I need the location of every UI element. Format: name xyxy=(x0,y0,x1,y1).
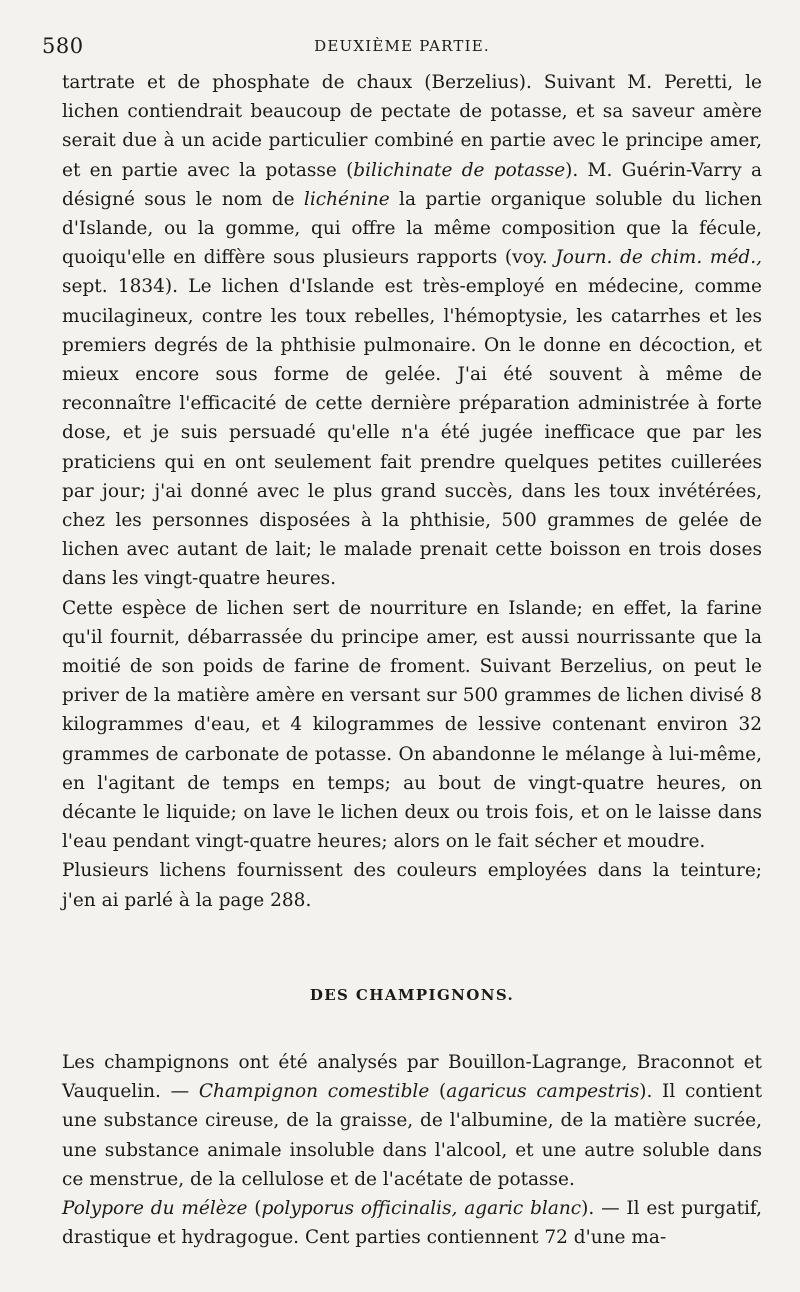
text-run: ( xyxy=(429,1081,447,1103)
italic-text: lichénine xyxy=(303,188,390,210)
page-number: 580 xyxy=(42,34,84,58)
text-run: la partie organique soluble du lichen d'Islande, ou la gomme, qui offre la même composition que la fécule, quoiqu'elle en diffère sous plusieurs rapports (voy. xyxy=(62,188,762,269)
text-run: ). Il contient une substance cireuse, de la graisse, de l'albumine, de la matière sucrée, une substance animale insoluble dans l'alcool, et une autre soluble dans ce menstrue, de la cellulose et de l'acétate de potasse. xyxy=(62,1081,763,1190)
text-run: Cette espèce de lichen sert de nourriture en Islande; en effet, la farine qu'il fournit, débarrassée du principe amer, est aussi nourrissante que la moitié de son poids de farine de froment. Suivant Berzelius, on peut le priver de la matière amère en versant sur 500 grammes de lichen divisé 8 kilogrammes d'eau, et 4 kilogrammes de lessive contenant environ 32 grammes de carbonate de potasse. On abandonne le mélange à lui-même, en l'agitant de temps en temps; au bout de vingt-quatre heures, on décante le liquide; on lave le lichen deux ou trois fois, et on le laisse dans l'eau pendant vingt-quatre heures; alors on le fait sécher et moudre. xyxy=(62,597,762,853)
italic-text: polyporus officinalis, agaric blanc xyxy=(261,1198,582,1220)
paragraph xyxy=(62,856,762,914)
text-run: ( xyxy=(247,1198,262,1220)
paragraph xyxy=(62,68,762,594)
paragraph xyxy=(62,594,762,857)
text-run: sept. 1834). Le lichen d'Islande est très-employé en médecine, comme mucilagineux, contre les toux rebelles, l'hémoptysie, les catarrhes et les premiers degrés de la phthisie pulmonaire. On le donne en décoction, et mieux encore sous forme de gelée. J'ai été souvent à même de reconnaître l'efficacité de cette dernière préparation administrée à forte dose, et je suis persuadé qu'elle n'a été jugée inefficace que par les praticiens qui en ont seulement fait prendre quelques petites cuillerées par jour; j'ai donné avec le plus grand succès, dans les toux invétérées, chez les personnes disposées à la phthisie, 500 grammes de gelée de lichen avec autant de lait; le malade prenait cette boisson en trois doses dans les vingt-quatre heures. xyxy=(62,276,762,590)
paragraph xyxy=(62,1194,762,1252)
running-head: DEUXIÈME PARTIE. xyxy=(314,37,490,55)
text-run: tartrate et de phosphate de chaux (Berzelius). Suivant M. Peretti, le lichen contiendrait beaucoup de pectate de potasse, et sa saveur amère serait due à un acide particulier combiné en partie avec le principe amer, et en partie avec la potasse ( xyxy=(62,72,762,181)
text-run: ). — Il est purgatif, drastique et hydragogue. Cent parties contiennent 72 d'une ma- xyxy=(62,1198,762,1249)
text-run: Les champignons ont été analysés par Bouillon-Lagrange, Braconnot et Vauquelin. — xyxy=(62,1052,762,1103)
body-text-champignons xyxy=(62,1048,762,1252)
page-header xyxy=(42,34,762,64)
body-text-lichens xyxy=(62,68,762,915)
text-run: Plusieurs lichens fournissent des couleurs employées dans la teinture; j'en ai parlé à la page 288. xyxy=(62,860,762,911)
italic-text: Polypore du mélèze xyxy=(62,1198,248,1220)
section-heading: DES CHAMPIGNONS. xyxy=(309,986,515,1004)
paragraph xyxy=(62,1048,762,1194)
text-run: ). M. Guérin-Varry a désigné sous le nom de xyxy=(62,159,763,210)
italic-text: agaricus campestris xyxy=(446,1081,640,1103)
italic-text: bilichinate de potasse xyxy=(353,159,566,181)
italic-text: Champignon comestible xyxy=(198,1081,430,1103)
italic-text: Journ. de chim. méd., xyxy=(555,247,762,269)
